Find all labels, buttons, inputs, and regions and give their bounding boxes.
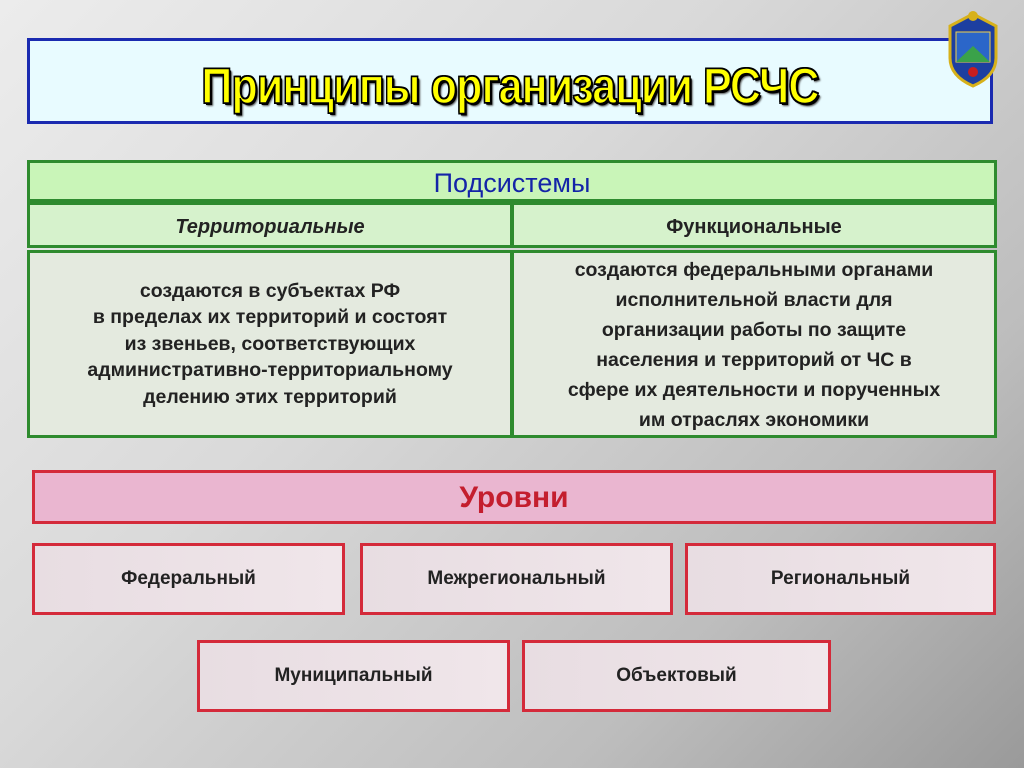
- title-box: [27, 38, 993, 124]
- level-municipal: Муниципальный: [197, 640, 510, 712]
- level-federal: Федеральный: [32, 543, 345, 615]
- page-title: Принципы организации РСЧС: [201, 58, 819, 114]
- functional-description: [511, 250, 997, 438]
- level-regional: Региональный: [685, 543, 996, 615]
- territorial-line: в пределах их территорий и состоят: [92, 306, 448, 329]
- territorial-line: из звеньев, соответствующих: [124, 332, 416, 355]
- territorial-header: Территориальные: [27, 202, 513, 248]
- subsystems-header: Подсистемы: [27, 160, 997, 202]
- functional-line: создаются федеральными органами: [574, 259, 934, 281]
- functional-header: Функциональные: [511, 202, 997, 248]
- functional-line: им отраслях экономики: [638, 409, 870, 431]
- level-interregional: Межрегиональный: [360, 543, 673, 615]
- functional-line: населения и территорий от ЧС в: [596, 349, 912, 371]
- functional-line: сфере их деятельности и порученных: [567, 379, 941, 401]
- territorial-line: создаются в субъектах РФ: [139, 279, 401, 302]
- functional-line: организации работы по защите: [601, 319, 907, 341]
- levels-header: Уровни: [32, 470, 996, 524]
- territorial-line: административно-территориальному: [87, 359, 453, 382]
- territorial-description: [27, 250, 513, 438]
- territorial-line: делению этих территорий: [143, 385, 397, 408]
- functional-line: исполнительной власти для: [615, 289, 893, 311]
- level-object: Объектовый: [522, 640, 831, 712]
- academy-emblem-icon: [944, 10, 1002, 88]
